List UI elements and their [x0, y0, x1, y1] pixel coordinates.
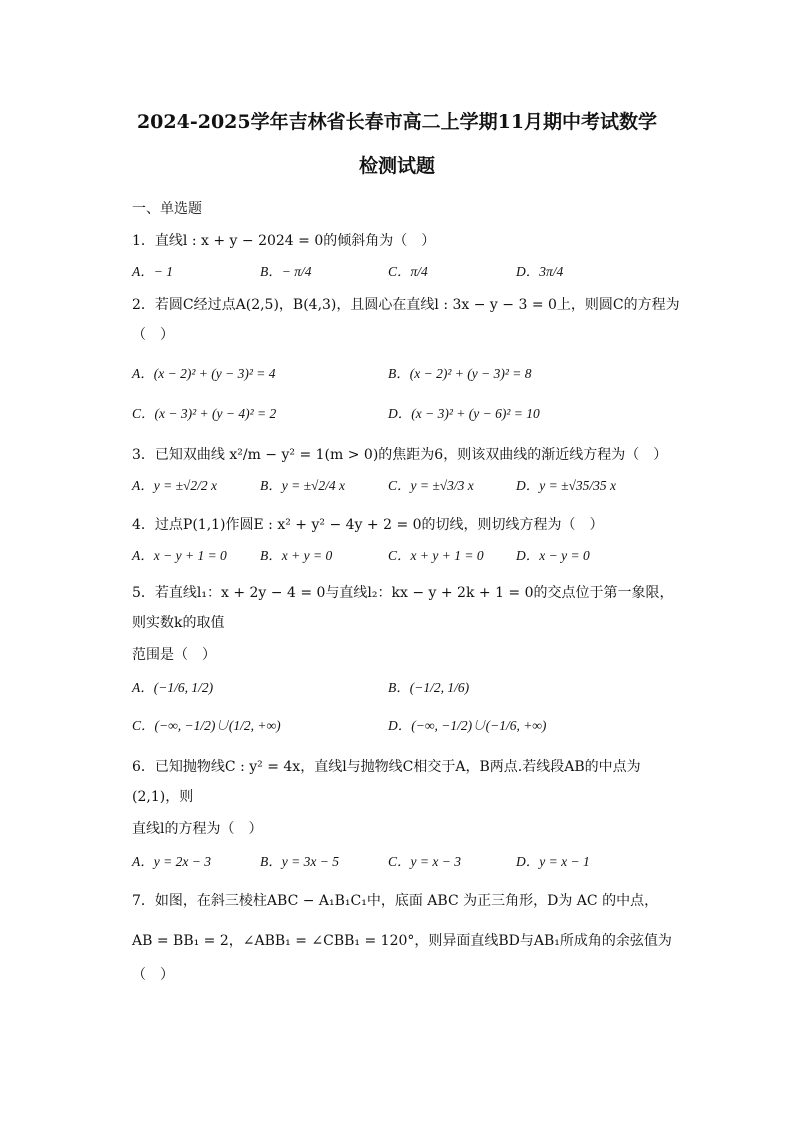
q1-option-b: B．− π/4 — [260, 264, 312, 279]
q5-option-d: D．(−∞, −1/2)∪(−1/6, +∞) — [388, 718, 547, 733]
q6-option-c: C．y = x − 3 — [388, 854, 461, 869]
q6-option-b: B．y = 3x − 5 — [260, 854, 339, 869]
q2-option-c: C．(x − 3)² + (y − 4)² = 2 — [132, 406, 277, 421]
question-5-stem-cont: 范围是（ ） — [132, 647, 216, 663]
q2-option-a: A．(x − 2)² + (y − 3)² = 4 — [132, 366, 276, 381]
question-3 — [132, 440, 684, 500]
question-5 — [132, 578, 684, 740]
question-2-stem: 2．若圆C经过点A(2,5)，B(4,3)，且圆心在直线l : 3x − y − 3 = 0上，则圆C的方程为（ ） — [132, 297, 680, 343]
q2-option-b: B．(x − 2)² + (y − 3)² = 8 — [388, 366, 532, 381]
q5-option-b: B．(−1/2, 1/6) — [388, 680, 470, 695]
q4-option-a: A．x − y + 1 = 0 — [132, 548, 227, 563]
q3-option-c: C．y = ±√3/3 x — [388, 478, 474, 493]
question-3-stem: 3．已知双曲线 x²/m − y² = 1(m > 0)的焦距为6，则该双曲线的渐近线方程为（ ） — [132, 447, 668, 463]
q4-option-b: B．x + y = 0 — [260, 548, 333, 563]
question-4-options — [132, 542, 684, 570]
q4-option-d: D．x − y = 0 — [516, 548, 590, 563]
q4-option-c: C．x + y + 1 = 0 — [388, 548, 484, 563]
question-6-options — [132, 848, 684, 876]
question-6-stem-cont: 直线l的方程为（ ） — [132, 821, 263, 837]
q5-option-c: C．(−∞, −1/2)∪(1/2, +∞) — [132, 718, 281, 733]
question-1 — [132, 226, 684, 286]
question-5-options-row2 — [132, 712, 684, 740]
q1-option-d: D．3π/4 — [516, 264, 564, 279]
q3-option-b: B．y = ±√2/4 x — [260, 478, 346, 493]
section-heading: 一、单选题 — [132, 201, 202, 217]
q2-option-d: D．(x − 3)² + (y − 6)² = 10 — [388, 406, 540, 421]
q6-option-a: A．y = 2x − 3 — [132, 854, 211, 869]
q6-option-d: D．y = x − 1 — [516, 854, 590, 869]
q3-option-d: D．y = ±√35/35 x — [516, 478, 617, 493]
question-7-stem: 7．如图，在斜三棱柱ABC − A₁B₁C₁中，底面 ABC 为正三角形，D为 AC 的中点， — [132, 893, 659, 909]
question-3-options — [132, 472, 684, 500]
question-4 — [132, 510, 684, 570]
question-1-stem: 1．直线l : x + y − 2024 = 0的倾斜角为（ ） — [132, 233, 436, 249]
question-1-options — [132, 258, 684, 286]
q3-option-a: A．y = ±√2/2 x — [132, 478, 218, 493]
question-5-options-row1 — [132, 674, 684, 702]
question-2-options-row2 — [132, 400, 684, 428]
exam-title-line1: 2024-2025学年吉林省长春市高二上学期11月期中考试数学 — [136, 111, 658, 133]
question-7 — [132, 886, 684, 992]
question-7-stem-cont: AB = BB₁ = 2，∠ABB₁ = ∠CBB₁ = 120°，则异面直线BD与AB₁所成角的余弦值为（ ） — [132, 933, 672, 983]
question-5-stem: 5．若直线l₁：x + 2y − 4 = 0与直线l₂：kx − y + 2k + 1 = 0的交点位于第一象限，则实数k的取值 — [132, 585, 674, 631]
question-2 — [132, 290, 684, 428]
question-4-stem: 4．过点P(1,1)作圆E : x² + y² − 4y + 2 = 0的切线，则切线方程为（ ） — [132, 517, 604, 533]
q5-option-a: A．(−1/6, 1/2) — [132, 680, 214, 695]
question-6-stem: 6．已知抛物线C : y² = 4x，直线l与抛物线C相交于A，B两点.若线段AB的中点为(2,1)，则 — [132, 759, 641, 805]
exam-title-line2: 检测试题 — [358, 155, 435, 177]
q1-option-c: C．π/4 — [388, 264, 428, 279]
question-2-options-row1 — [132, 360, 684, 388]
question-6 — [132, 752, 684, 876]
q1-option-a: A．− 1 — [132, 264, 173, 279]
